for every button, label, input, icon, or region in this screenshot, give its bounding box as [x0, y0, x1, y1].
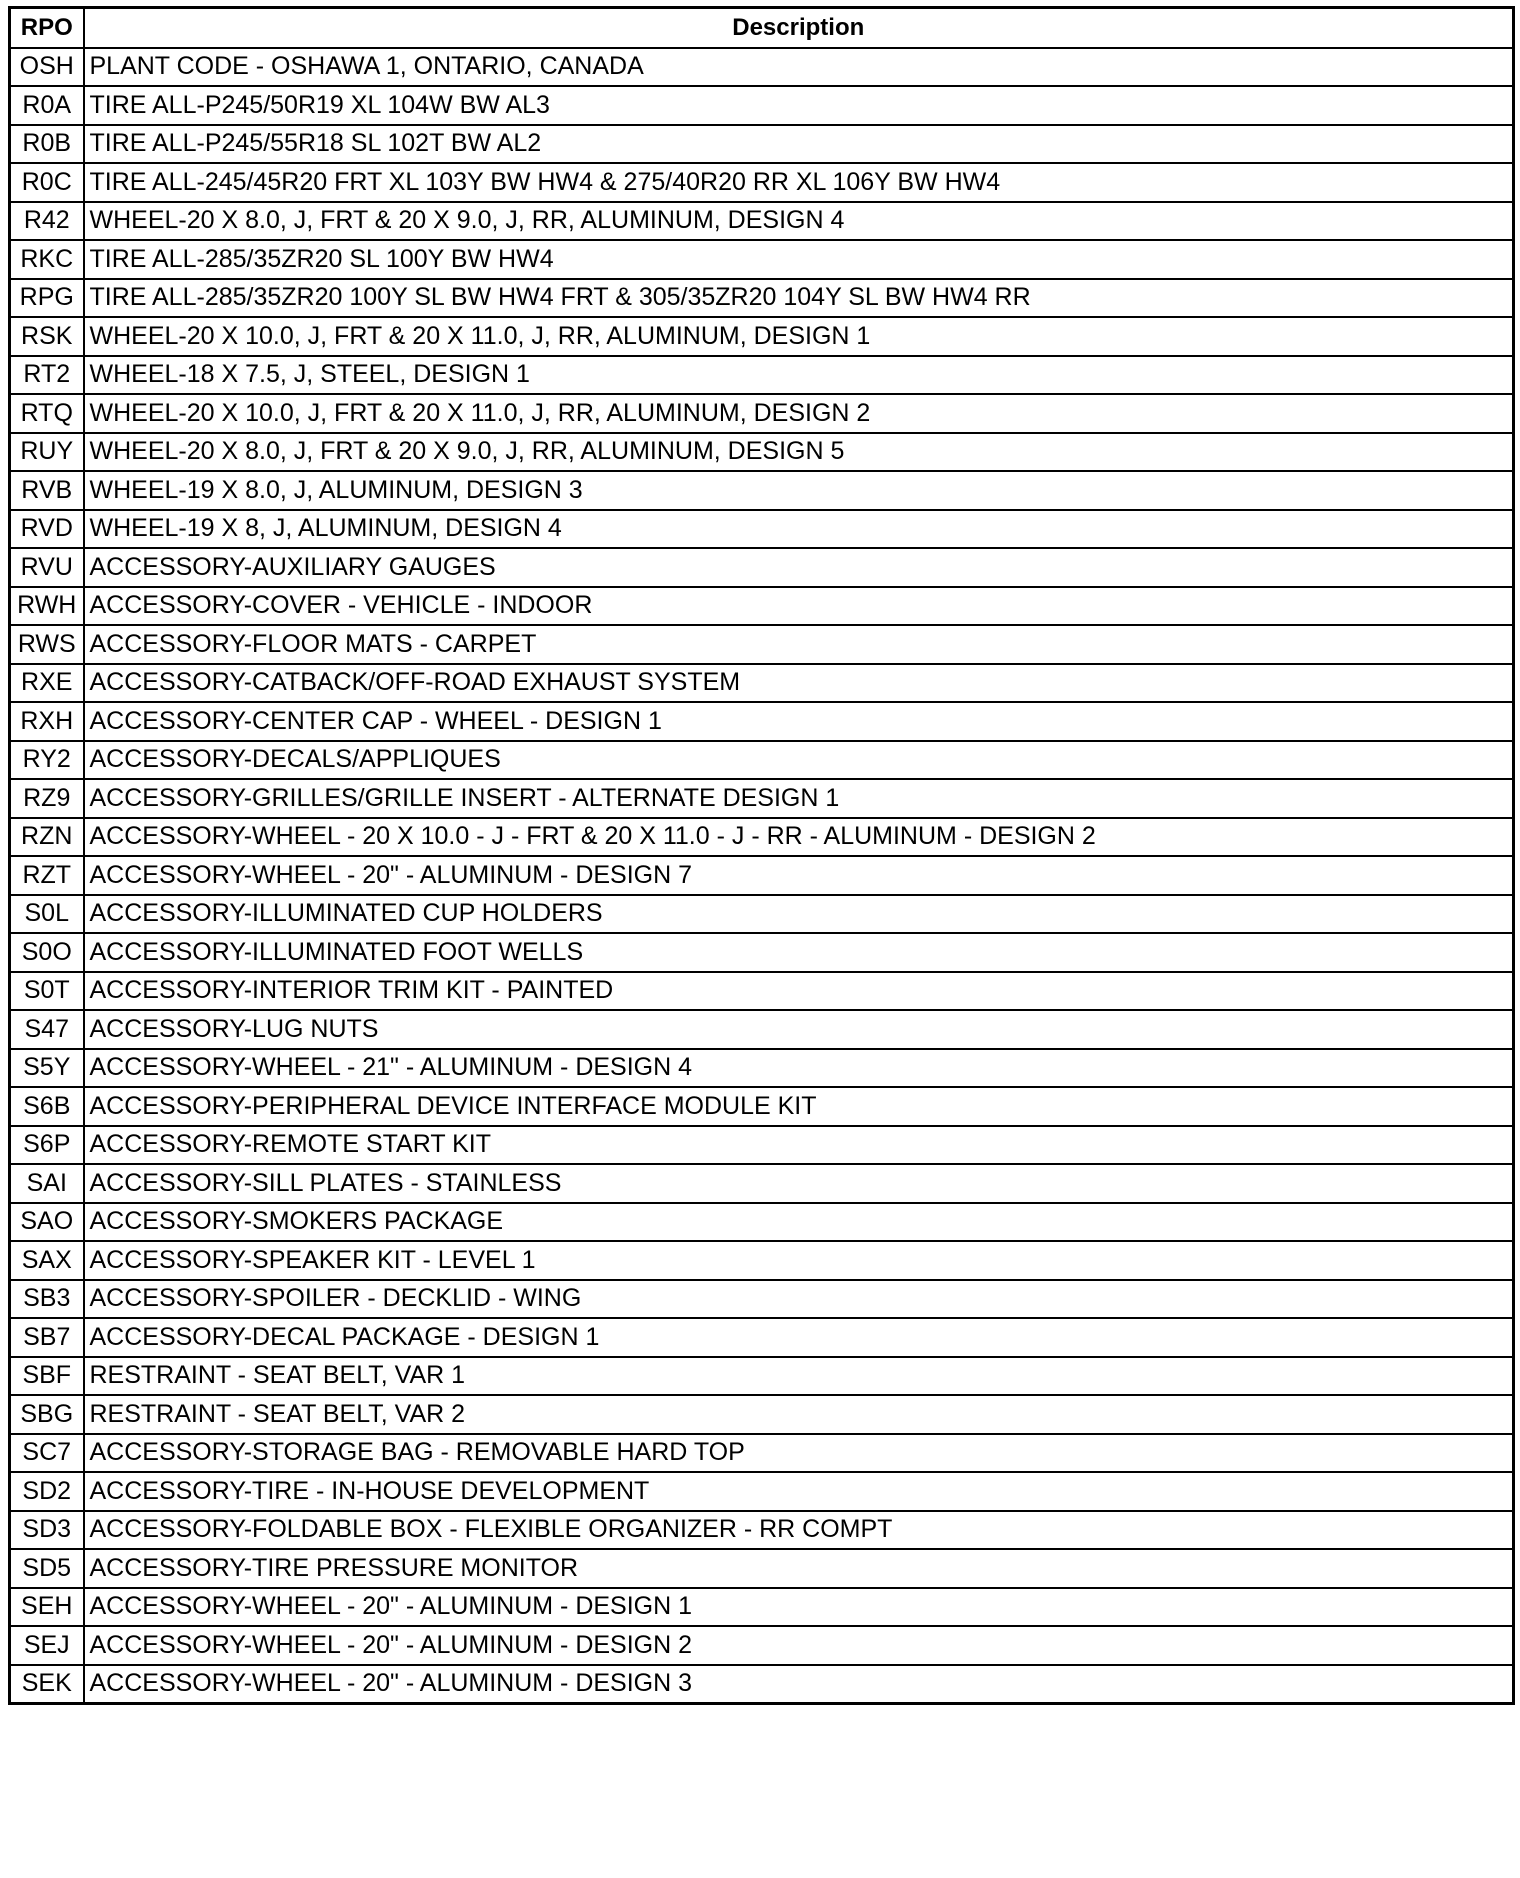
table-row	[10, 240, 1514, 279]
table-row	[10, 856, 1514, 895]
table-row	[10, 510, 1514, 549]
rpo-code-cell: SAO	[10, 1203, 84, 1242]
rpo-code-cell: RZ9	[10, 779, 84, 818]
table-row	[10, 279, 1514, 318]
rpo-code-cell: RSK	[10, 317, 84, 356]
table-row	[10, 1588, 1514, 1627]
description-cell: WHEEL-19 X 8.0, J, ALUMINUM, DESIGN 3	[84, 471, 1514, 510]
description-cell: RESTRAINT - SEAT BELT, VAR 1	[84, 1357, 1514, 1396]
description-cell: RESTRAINT - SEAT BELT, VAR 2	[84, 1395, 1514, 1434]
description-cell: ACCESSORY-WHEEL - 20" - ALUMINUM - DESIGN 3	[84, 1665, 1514, 1704]
description-cell: ACCESSORY-COVER - VEHICLE - INDOOR	[84, 587, 1514, 626]
description-cell: ACCESSORY-TIRE PRESSURE MONITOR	[84, 1549, 1514, 1588]
table-row	[10, 895, 1514, 934]
description-cell: ACCESSORY-ILLUMINATED FOOT WELLS	[84, 933, 1514, 972]
table-row	[10, 163, 1514, 202]
rpo-code-cell: R0C	[10, 163, 84, 202]
table-row	[10, 48, 1514, 87]
description-cell: ACCESSORY-WHEEL - 21" - ALUMINUM - DESIGN 4	[84, 1049, 1514, 1088]
description-cell: WHEEL-20 X 10.0, J, FRT & 20 X 11.0, J, RR, ALUMINUM, DESIGN 1	[84, 317, 1514, 356]
rpo-code-cell: S0T	[10, 972, 84, 1011]
table-row	[10, 433, 1514, 472]
table-row	[10, 933, 1514, 972]
table-row	[10, 1434, 1514, 1473]
table-row	[10, 1126, 1514, 1165]
rpo-code-cell: RTQ	[10, 394, 84, 433]
rpo-code-cell: SD2	[10, 1472, 84, 1511]
table-row	[10, 664, 1514, 703]
table-row	[10, 394, 1514, 433]
description-cell: ACCESSORY-DECAL PACKAGE - DESIGN 1	[84, 1318, 1514, 1357]
description-cell: ACCESSORY-SPOILER - DECKLID - WING	[84, 1280, 1514, 1319]
description-cell: ACCESSORY-LUG NUTS	[84, 1010, 1514, 1049]
rpo-code-cell: R0A	[10, 86, 84, 125]
table-row	[10, 1549, 1514, 1588]
rpo-code-cell: RWH	[10, 587, 84, 626]
rpo-code-cell: SEJ	[10, 1626, 84, 1665]
table-row	[10, 1087, 1514, 1126]
rpo-code-cell: SEH	[10, 1588, 84, 1627]
rpo-code-cell: RUY	[10, 433, 84, 472]
description-cell: TIRE ALL-P245/55R18 SL 102T BW AL2	[84, 125, 1514, 164]
description-cell: ACCESSORY-SMOKERS PACKAGE	[84, 1203, 1514, 1242]
description-cell: PLANT CODE - OSHAWA 1, ONTARIO, CANADA	[84, 48, 1514, 87]
description-cell: ACCESSORY-SILL PLATES - STAINLESS	[84, 1164, 1514, 1203]
rpo-code-cell: S6B	[10, 1087, 84, 1126]
table-row	[10, 587, 1514, 626]
description-cell: ACCESSORY-CATBACK/OFF-ROAD EXHAUST SYSTEM	[84, 664, 1514, 703]
rpo-code-table-page	[8, 6, 1512, 1705]
rpo-code-cell: SD3	[10, 1511, 84, 1550]
table-row	[10, 471, 1514, 510]
table-row	[10, 125, 1514, 164]
rpo-code-cell: SAX	[10, 1241, 84, 1280]
rpo-code-cell: RXE	[10, 664, 84, 703]
description-cell: ACCESSORY-INTERIOR TRIM KIT - PAINTED	[84, 972, 1514, 1011]
description-cell: ACCESSORY-CENTER CAP - WHEEL - DESIGN 1	[84, 702, 1514, 741]
description-cell: WHEEL-19 X 8, J, ALUMINUM, DESIGN 4	[84, 510, 1514, 549]
table-row	[10, 1626, 1514, 1665]
rpo-column-header: RPO	[10, 8, 84, 48]
rpo-code-cell: RXH	[10, 702, 84, 741]
table-row	[10, 1203, 1514, 1242]
rpo-code-cell: SD5	[10, 1549, 84, 1588]
rpo-code-cell: RVB	[10, 471, 84, 510]
rpo-code-cell: SEK	[10, 1665, 84, 1704]
table-row	[10, 356, 1514, 395]
description-cell: ACCESSORY-WHEEL - 20" - ALUMINUM - DESIGN 1	[84, 1588, 1514, 1627]
table-row	[10, 1280, 1514, 1319]
rpo-code-cell: R42	[10, 202, 84, 241]
table-body	[10, 48, 1514, 1704]
description-column-header: Description	[84, 8, 1514, 48]
description-cell: WHEEL-18 X 7.5, J, STEEL, DESIGN 1	[84, 356, 1514, 395]
table-row	[10, 779, 1514, 818]
rpo-code-cell: RVU	[10, 548, 84, 587]
rpo-code-cell: RZN	[10, 818, 84, 857]
rpo-code-cell: SB3	[10, 1280, 84, 1319]
table-row	[10, 1318, 1514, 1357]
description-cell: ACCESSORY-WHEEL - 20" - ALUMINUM - DESIGN 2	[84, 1626, 1514, 1665]
table-row	[10, 702, 1514, 741]
table-row	[10, 548, 1514, 587]
rpo-code-cell: SC7	[10, 1434, 84, 1473]
rpo-code-cell: RZT	[10, 856, 84, 895]
table-row	[10, 1472, 1514, 1511]
description-cell: TIRE ALL-P245/50R19 XL 104W BW AL3	[84, 86, 1514, 125]
table-row	[10, 818, 1514, 857]
description-cell: TIRE ALL-285/35ZR20 SL 100Y BW HW4	[84, 240, 1514, 279]
table-row	[10, 1511, 1514, 1550]
description-cell: ACCESSORY-FLOOR MATS - CARPET	[84, 625, 1514, 664]
rpo-code-cell: RPG	[10, 279, 84, 318]
description-cell: ACCESSORY-SPEAKER KIT - LEVEL 1	[84, 1241, 1514, 1280]
rpo-code-cell: S5Y	[10, 1049, 84, 1088]
rpo-code-cell: OSH	[10, 48, 84, 87]
description-cell: ACCESSORY-WHEEL - 20" - ALUMINUM - DESIGN 7	[84, 856, 1514, 895]
table-row	[10, 1665, 1514, 1704]
rpo-code-cell: RY2	[10, 741, 84, 780]
table-row	[10, 1049, 1514, 1088]
table-header-row	[10, 8, 1514, 48]
table-row	[10, 86, 1514, 125]
rpo-code-cell: RWS	[10, 625, 84, 664]
rpo-code-cell: S6P	[10, 1126, 84, 1165]
rpo-code-cell: RKC	[10, 240, 84, 279]
table-row	[10, 1164, 1514, 1203]
table-row	[10, 1395, 1514, 1434]
description-cell: TIRE ALL-245/45R20 FRT XL 103Y BW HW4 & 275/40R20 RR XL 106Y BW HW4	[84, 163, 1514, 202]
table-row	[10, 625, 1514, 664]
rpo-code-table	[8, 6, 1515, 1705]
description-cell: ACCESSORY-PERIPHERAL DEVICE INTERFACE MODULE KIT	[84, 1087, 1514, 1126]
table-row	[10, 317, 1514, 356]
description-cell: ACCESSORY-REMOTE START KIT	[84, 1126, 1514, 1165]
description-cell: WHEEL-20 X 10.0, J, FRT & 20 X 11.0, J, RR, ALUMINUM, DESIGN 2	[84, 394, 1514, 433]
rpo-code-cell: SB7	[10, 1318, 84, 1357]
description-cell: ACCESSORY-ILLUMINATED CUP HOLDERS	[84, 895, 1514, 934]
table-row	[10, 202, 1514, 241]
rpo-code-cell: RVD	[10, 510, 84, 549]
description-cell: WHEEL-20 X 8.0, J, FRT & 20 X 9.0, J, RR, ALUMINUM, DESIGN 5	[84, 433, 1514, 472]
table-row	[10, 972, 1514, 1011]
description-cell: ACCESSORY-GRILLES/GRILLE INSERT - ALTERNATE DESIGN 1	[84, 779, 1514, 818]
description-cell: TIRE ALL-285/35ZR20 100Y SL BW HW4 FRT & 305/35ZR20 104Y SL BW HW4 RR	[84, 279, 1514, 318]
table-row	[10, 1241, 1514, 1280]
description-cell: ACCESSORY-DECALS/APPLIQUES	[84, 741, 1514, 780]
rpo-code-cell: RT2	[10, 356, 84, 395]
rpo-code-cell: S0L	[10, 895, 84, 934]
description-cell: ACCESSORY-AUXILIARY GAUGES	[84, 548, 1514, 587]
description-cell: ACCESSORY-WHEEL - 20 X 10.0 - J - FRT & 20 X 11.0 - J - RR - ALUMINUM - DESIGN 2	[84, 818, 1514, 857]
rpo-code-cell: S0O	[10, 933, 84, 972]
rpo-code-cell: S47	[10, 1010, 84, 1049]
description-cell: ACCESSORY-STORAGE BAG - REMOVABLE HARD TOP	[84, 1434, 1514, 1473]
table-row	[10, 741, 1514, 780]
rpo-code-cell: SBG	[10, 1395, 84, 1434]
rpo-code-cell: R0B	[10, 125, 84, 164]
table-row	[10, 1357, 1514, 1396]
description-cell: ACCESSORY-FOLDABLE BOX - FLEXIBLE ORGANIZER - RR COMPT	[84, 1511, 1514, 1550]
rpo-code-cell: SBF	[10, 1357, 84, 1396]
rpo-code-cell: SAI	[10, 1164, 84, 1203]
description-cell: ACCESSORY-TIRE - IN-HOUSE DEVELOPMENT	[84, 1472, 1514, 1511]
description-cell: WHEEL-20 X 8.0, J, FRT & 20 X 9.0, J, RR, ALUMINUM, DESIGN 4	[84, 202, 1514, 241]
table-row	[10, 1010, 1514, 1049]
